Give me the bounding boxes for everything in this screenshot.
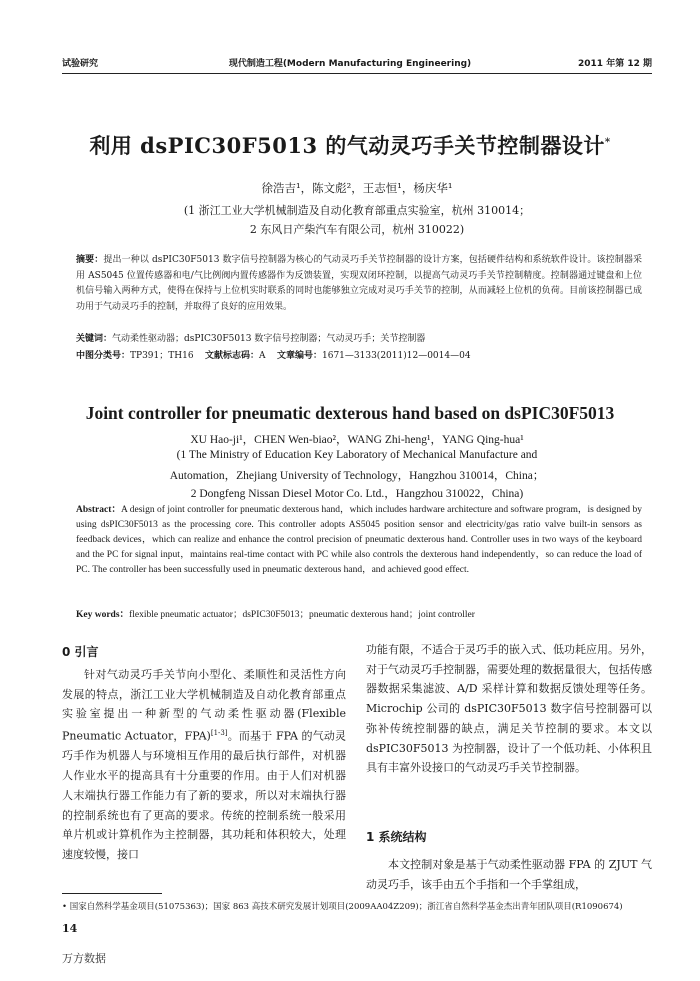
page-number: 14 — [62, 922, 78, 935]
affiliation-en-3: 2 Dongfeng Nissan Diesel Motor Co. Ltd.，Hangzhou 310022，China) — [190, 488, 524, 500]
title-footnote-mark: * — [604, 137, 611, 148]
footnote-bullet: • — [62, 902, 68, 912]
classification-cn — [76, 349, 642, 365]
affiliation-cn-2: 2 东风日产柴汽车有限公司，杭州 310022) — [249, 223, 465, 236]
header-issue: 2011 年第 12 期 — [578, 59, 652, 69]
authors-en: XU Hao-ji¹，CHEN Wen-biao²，WANG Zhi-heng¹，YANG Qing-hua¹ — [190, 434, 524, 446]
abstract-en — [76, 503, 642, 578]
header-section-label: 试验研究 — [62, 59, 99, 69]
footnote-rule — [62, 893, 162, 894]
header-rule — [62, 73, 652, 74]
clc-value: TP391；TH16 — [130, 351, 194, 361]
article-no-value: 1671—3133(2011)12—0014—04 — [322, 351, 471, 361]
watermark: 万方数据 — [62, 952, 106, 965]
section-1-paragraph: 本文控制对象是基于气动柔性驱动器 FPA 的 ZJUT 气动灵巧手，该手由五个手指和一个手掌组成， — [366, 858, 652, 891]
section-0-text: 针对气动灵巧手关节向小型化、柔顺性和灵活性方向发展的特点，浙江工业大学机械制造及自动化教育部重点实验室提出一种新型的气动柔性驱动器(Flexible Pneumatic Actuator，FPA) — [62, 668, 346, 743]
affiliation-en-2: Automation，Zhejiang University of Technology，Hangzhou 310014，China； — [169, 470, 545, 482]
page-title-en: Joint controller for pneumatic dexterous hand based on dsPIC30F5013 — [85, 403, 615, 423]
footnote-text: 国家自然科学基金项目(51075363)；国家 863 高技术研究发展计划项目(2009AA04Z209)；浙江省自然科学基金杰出青年团队项目(R1090674) — [69, 902, 623, 912]
page-title-cn — [0, 130, 700, 160]
keywords-cn-text: 气动柔性驱动器；dsPIC30F5013 数字信号控制器；气动灵巧手；关节控制器 — [112, 334, 426, 344]
header-journal: 现代制造工程(Modern Manufacturing Engineering) — [228, 59, 472, 69]
abstract-en-label: Abstract： — [76, 505, 121, 515]
abstract-cn-text: 提出一种以 dsPIC30F5013 数字信号控制器为核心的气动灵巧手关节控制器的设计方案，包括硬件结构和系统软件设计。该控制器采用 AS5045 位置传感器和电/气比例阀内置传感器作为反馈装置，实现双闭环控制，以提高气动灵巧手关节控制精度。控制器通过键盘和上位机信号输入两种方式，使得在保持与上位机实时联系的同时也能够独立完成对灵巧手关节的控制，从而减轻上位机的负荷。目前该控制器已成功用于气动灵巧手的控制，并取得了良好的应用效果。 — [76, 255, 642, 312]
keywords-en — [76, 608, 642, 623]
keywords-en-text: flexible pneumatic actuator；dsPIC30F5013；pneumatic dexterous hand；joint controller — [129, 610, 475, 620]
keywords-cn-label: 关键词： — [76, 334, 113, 344]
right-col-paragraph: 功能有限，不适合于灵巧手的嵌入式、低功耗应用。另外，对于气动灵巧手控制器，需要处理的数据量很大，包括传感器数据采集滤波、A/D 采样计算和数据反馈处理等任务。Microchip 公司的 dsPIC30F5013 数字信号控制器可以弥补传统控制器的缺点，满足关节控制的要求。本文以 dsPIC30F5013 为控制器，设计了一个低功耗、小体积且具有丰富外设接口的气动灵巧手关节控制器。 — [366, 643, 652, 775]
affiliation-en-1: (1 The Ministry of Education Key Laboratory of Mechanical Manufacture and — [176, 449, 538, 461]
footnote — [62, 900, 652, 914]
abstract-cn-label: 摘要： — [76, 255, 104, 265]
citation-ref: [1-3] — [210, 729, 228, 738]
section-0-paragraph — [62, 665, 346, 865]
section-0-text-cont: 。而基于 FPA 的气动灵巧手作为机器人与环境相互作用的最后执行部件，对机器人作业水平的提高具有十分重要的作用。由于人们对机器人末端执行器工作能力有了新的要求，所以对末端执行器的控制系统也有了更高的要求。传统的控制系统一般采用单片机或计算机作为主控制器，其功耗和体积较大，处理速度较慢，接口 — [62, 729, 346, 861]
abstract-cn — [76, 253, 642, 315]
section-0-heading: 0 引言 — [62, 645, 99, 659]
keywords-cn — [76, 332, 642, 348]
section-1-heading: 1 系统结构 — [366, 830, 427, 844]
clc-label: 中图分类号： — [76, 351, 131, 361]
title-cn-text: 利用 dsPIC30F5013 的气动灵巧手关节控制器设计 — [89, 133, 605, 158]
abstract-en-text: A design of joint controller for pneumatic dexterous hand，which includes hardware architecture and software program，is designed by using dsPIC30F5013 as the processing core. This controller adopts AS5045 position sensor and electricity/gas ratio valve built-in sensors as feedback devices，which can realize and enhance the control precision of pneumatic dexterous hand. Controller uses in two ways of the keyboard and the PC for signal input，maintains real-time contact with PC while also controls the dexterous hand independently，so can reduce the load of PC. The controller has been successfully used in pneumatic dexterous hand，and achieved good effect. — [76, 505, 642, 575]
article-no-label: 文章编号： — [276, 351, 322, 361]
doc-code-value: A — [259, 351, 266, 361]
authors-cn: 徐浩吉¹，陈文彪²，王志恒¹，杨庆华¹ — [261, 181, 453, 195]
affiliation-cn-1: (1 浙江工业大学机械制造及自动化教育部重点实验室，杭州 310014； — [183, 204, 531, 217]
doc-code-label: 文献标志码： — [205, 351, 260, 361]
keywords-en-label: Key words： — [76, 610, 130, 620]
